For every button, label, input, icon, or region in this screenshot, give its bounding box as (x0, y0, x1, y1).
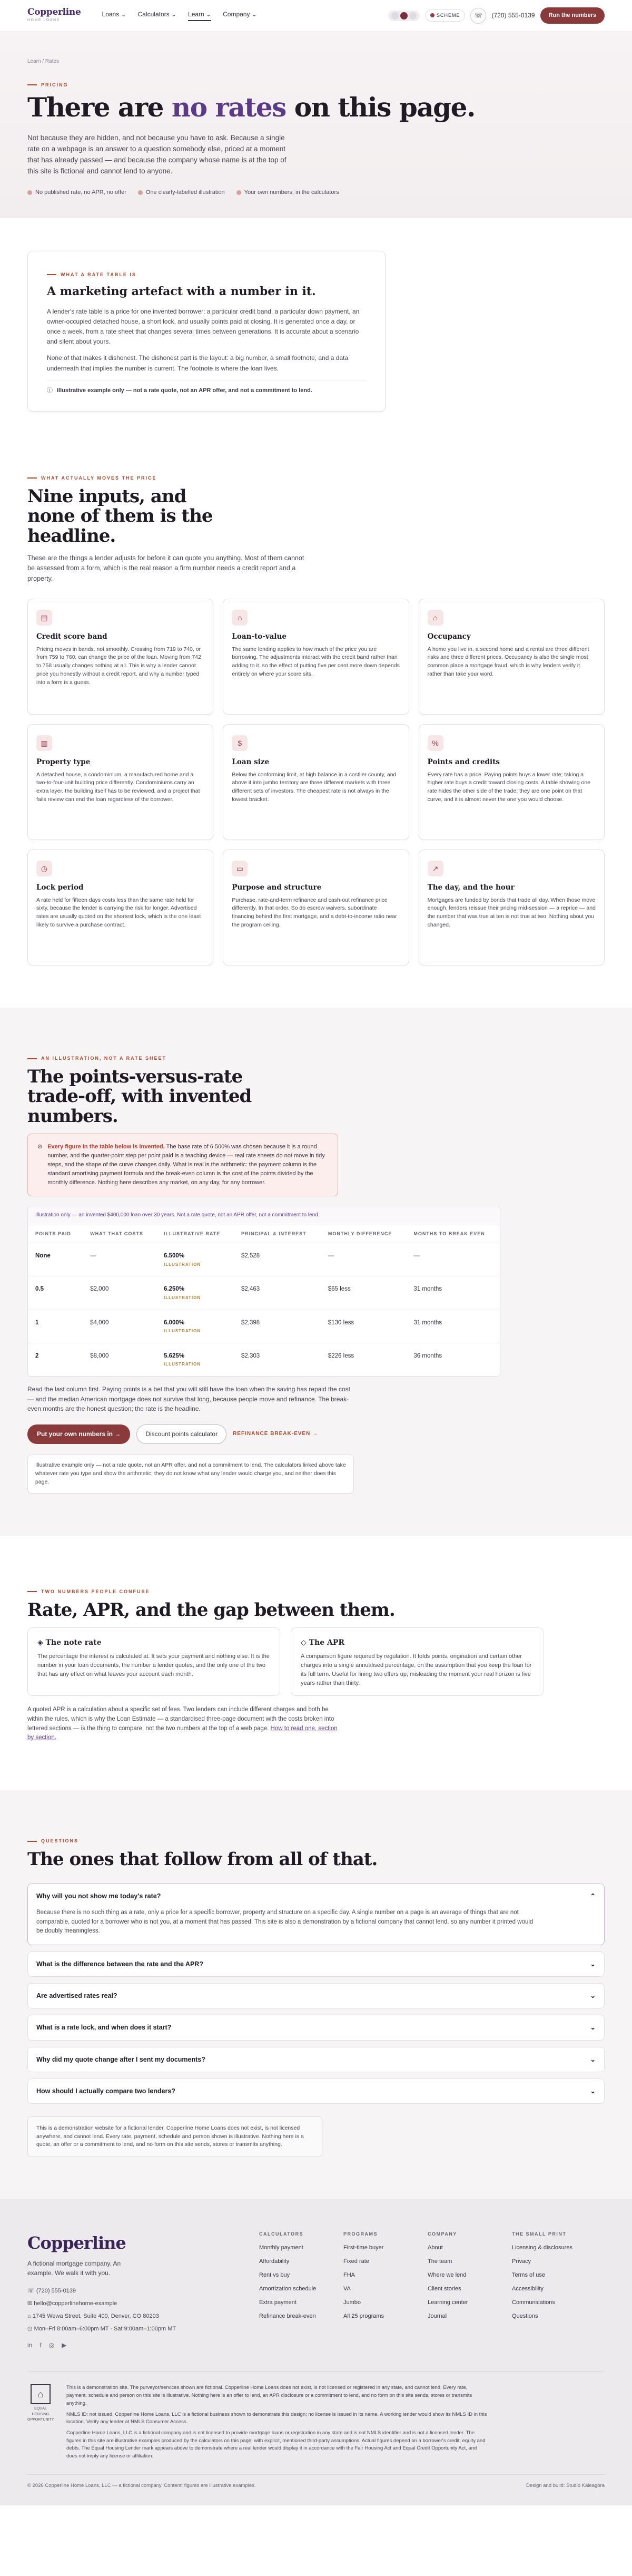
footer-tagline: A fictional mortgage company. An example. We walk it with you. (27, 2260, 121, 2277)
tile-purpose: ▭ Purpose and structure Purchase, rate-and-term refinance and cash-out refinance price differently. In that order. So do escrow waivers, subordinate financing behind the first mortgage, and a debt-to-income ratio near the program ceiling. (223, 850, 409, 965)
nav-loans[interactable]: Loans ⌄ (102, 10, 126, 18)
tile-day-hour: ↗ The day, and the hour Mortgages are funded by bonds that trade all day. When those move enough, lenders reissue their pricing mid-session — a reprice — and the number that was true at ten is not true at two. Nothing about you changed. (419, 850, 605, 965)
home-icon: ⌂ (232, 610, 248, 626)
theme-mid-icon (400, 12, 408, 19)
note-rate-card: ◈ The note rate The percentage the interest is calculated at. It sets your payment and nothing else. It is the number in your loan documents, the number a lender quotes, and the only one of the two that has any effect on what leaves your account each month. (27, 1627, 280, 1696)
legal-p2: NMLS ID: not issued. Copperline Home Loans, LLC is a fictional business shown to demonstrate this design; no license is issued in its name. A working lender would show its NMLS ID in this location. Verify any lender at NMLS Consumer Access. (66, 2411, 487, 2425)
instagram-icon[interactable]: ◎ (48, 2341, 55, 2349)
footer-col-calculators: CALCULATORS Monthly payment Affordability Rent vs buy Amortization schedule Extra payment Refinance break-even (259, 2231, 317, 2319)
illustration-section (0, 1008, 632, 1535)
footer-col-programs: PROGRAMS First-time buyer Fixed rate FHA VA Jumbo All 25 programs (343, 2231, 384, 2319)
logo-subtitle: HOME LOANS (27, 18, 60, 22)
chevron-down-icon: ⌄ (590, 1960, 596, 1968)
col-cost: WHAT THAT COSTS (83, 1225, 156, 1243)
site-footer (0, 2199, 632, 2505)
footer-hours: ◷ Mon–Fri 8:00am–6:00pm MT · Sat 9:00am–1:00pm MT (27, 2326, 176, 2333)
building-icon: ▥ (36, 735, 52, 751)
nine-sub: These are the things a lender adjusts for before it can quote you anything. Most of them cannot be assessed from a form, which is the real reason a firm number needs a credit report and a property. (27, 554, 304, 582)
col-breakeven: MONTHS TO BREAK EVEN (406, 1225, 500, 1243)
tile-lock-period: ◷ Lock period A rate held for fifteen days costs less than the same rate held for sixty, because the lender is carrying the risk for longer. Advertised rates are usually quoted on the shortest lock, which is the one least likely to survive a purchase contract. (27, 850, 213, 965)
phone-icon[interactable]: ☏ (470, 8, 486, 24)
nav-calculators[interactable]: Calculators ⌄ (137, 10, 177, 18)
faq-item[interactable]: How should I actually compare two lenders? ⌄ (27, 2079, 605, 2104)
hero-eyebrow: PRICING (27, 82, 605, 89)
footer-col-company: COMPANY About The team Where we lend Client stories Learning center Journal (428, 2231, 468, 2319)
tile-loan-size: $ Loan size Below the conforming limit, at high balance in a costlier county, and above it into jumbo territory are three different markets with three different sets of investors. The cheapest rate is not always in the lowest bracket. (223, 724, 409, 840)
facebook-icon[interactable]: f (39, 2341, 42, 2349)
scheme-button[interactable] (425, 9, 466, 22)
site-header (0, 0, 632, 32)
equal-housing-logo: ⌂ EQUAL HOUSING OPPORTUNITY (27, 2384, 54, 2463)
clock-icon: ◷ (36, 861, 52, 876)
chevron-down-icon: ⌄ (590, 1992, 596, 2000)
loan-estimate-link[interactable]: How to read one, section by section. (27, 1725, 338, 1741)
run-numbers-button[interactable]: Run the numbers (540, 7, 605, 24)
footer-address: ⌂ 1745 Wewa Street, Suite 400, Denver, CO 80203 (27, 2313, 159, 2320)
pill-no-rate: No published rate, no APR, no offer (27, 189, 126, 197)
legal-p1: This is a demonstration site. The purveyor/services shown are fictional. Copperline Home Loans does not exist, is not licensed or registered in any state, and cannot lend. Every rate, payment, schedule and person on this site is illustrative. Nothing here is an offer to lend, an APR disclosure or a commitment to lend, and no form on this site sends, stores or transmits anything. (66, 2385, 472, 2406)
inputs-grid (27, 599, 605, 965)
linkedin-icon[interactable]: in (27, 2341, 33, 2349)
theme-toggle[interactable] (388, 11, 420, 21)
faq-section (0, 1790, 632, 2199)
invented-warning: ⊘ Every figure in the table below is invented. The base rate of 6.500% was chosen because it is a round number, and the quarter-point step per point paid is a teaching device — real rate sheets do not move in tidy steps, and the shape of the curve changes daily. What is real is the arithmetic: the payment column is the standard amortising payment formula and the break-even column is the cost of the points divided by the monthly difference. Nothing here describes any market, on any day, for any borrower. (27, 1134, 338, 1196)
hero-pills (27, 189, 605, 197)
dollar-icon: $ (232, 735, 248, 751)
main-nav (102, 10, 257, 21)
scheme-label: SCHEME (436, 12, 460, 18)
document-icon: ▭ (232, 861, 248, 876)
apr-title: Rate, APR, and the gap between them. (27, 1599, 395, 1621)
chevron-down-icon: ⌄ (590, 2055, 596, 2063)
logo-wordmark: Copperline (27, 6, 81, 17)
table-row: 1 $4,000 6.000% ILLUSTRATION $2,398 $130 less 31 months (28, 1310, 500, 1343)
table-row: 2 $8,000 5.625% ILLUSTRATION $2,303 $226 less 36 months (28, 1343, 500, 1376)
col-points: POINTS PAID (28, 1225, 83, 1243)
hero-lead: Not because they are hidden, and not because you have to ask. Because a single rate on a webpage is an answer to a question somebody else, priced at a moment that has already passed — and because the company whose name is at the top of this site is fictional and cannot lend to anyone. (27, 134, 287, 175)
tile-points: % Points and credits Every rate has a price. Paying points buys a lower rate; taking a higher rate buys a credit toward closing costs. A table showing one rate hides the other side of the trade; they are one point on that curve, and it is almost never the one you would choose. (419, 724, 605, 840)
nine-title: Nine inputs, and none of them is the headline. (27, 485, 213, 547)
note-icon: ◈ (37, 1638, 46, 1647)
rate-table-note: ⓘ Illustrative example only — not a rate quote, not an APR offer, and not a commitment to lend. (47, 380, 366, 395)
faq-item[interactable]: What is the difference between the rate and the APR? ⌄ (27, 1951, 605, 1977)
theme-dark-icon (409, 12, 417, 19)
points-table (27, 1206, 500, 1377)
apr-section (0, 1536, 632, 1791)
table-caption: Illustration only — an invented $400,000 loan over 30 years. Not a rate quote, not an APR offer, not a commitment to lend. (28, 1206, 500, 1225)
footer-col-small-print: THE SMALL PRINT Licensing & disclosures Privacy Terms of use Accessibility Communications Questions (512, 2231, 572, 2319)
apr-footnote: A quoted APR is a calculation about a specific set of fees. Two lenders can include different charges and both be within the rules, which is why the Loan Estimate — a standardised three-page document with the costs broken into lettered sections — is the thing to compare, not the two numbers at the top of a web page. How to read one, section by section. (27, 1706, 338, 1741)
footer-logo[interactable]: Copperline (27, 2233, 126, 2253)
nav-learn[interactable]: Learn ⌄ (188, 10, 211, 21)
pill-own-numbers: Your own numbers, in the calculators (236, 189, 339, 197)
table-after-text: Read the last column first. Paying points is a bet that you will still have the loan when the saving has repaid the cost — and the median American mortgage does not survive that long, because people move and refinance. The break-even months are the honest question; the rate is the headline. (27, 1385, 351, 1413)
rate-table-title: A marketing artefact with a number in it. (47, 284, 316, 298)
tile-occupancy: ⌂ Occupancy A home you live in, a second home and a rental are three different risks and three different prices. Occupancy is also the single most common place a mortgage fraud, which is why lenders verify it rather than take your word. (419, 599, 605, 715)
percent-icon: % (428, 735, 443, 751)
tile-property-type: ▥ Property type A detached house, a condominium, a manufactured home and a two-to-four-unit building price differently. Condominiums carry an extra layer, the building itself has to be reviewed, and a project that fails review can end the loan regardless of the borrower. (27, 724, 213, 840)
pill-illustration: One clearly-labelled illustration (138, 189, 225, 197)
hero-section (0, 32, 632, 218)
credit-card-icon: ▤ (36, 610, 52, 626)
illus-eyebrow: AN ILLUSTRATION, NOT A RATE SHEET (27, 1055, 605, 1062)
refinance-breakeven-link[interactable]: REFINANCE BREAK-EVEN → (233, 1431, 319, 1437)
rate-table-card (27, 251, 386, 412)
apr-eyebrow: TWO NUMBERS PEOPLE CONFUSE (27, 1588, 605, 1595)
nine-eyebrow: WHAT ACTUALLY MOVES THE PRICE (27, 475, 605, 482)
faq-item[interactable]: Are advertised rates real? ⌄ (27, 1983, 605, 2008)
theme-light-icon (391, 12, 399, 19)
chevron-down-icon: ⌄ (590, 2087, 596, 2095)
house-icon: ⌂ (428, 610, 443, 626)
faq-item[interactable]: What is a rate lock, and when does it start? ⌄ (27, 2015, 605, 2040)
site-logo[interactable] (27, 8, 81, 23)
rate-table-p1: A lender's rate table is a price for one invented borrower: a particular credit band, a particular down payment, an owner-occupied detached house, a short lock, and usually points paid at closing. It is generated once a day, or once a week, from a rate sheet that changes several times between generations. It is accurate about a scenario and silent about yours. (47, 307, 360, 346)
equal-housing-icon: ⌂ (31, 2384, 51, 2404)
warning-icon: ⊘ (37, 1144, 43, 1150)
demo-notice: This is a demonstration website for a fictional lender. Copperline Home Loans does not exist, is not licensed anywhere, and cannot lend. Every rate, payment, schedule and person shown is illustrative. Nothing here is a quote, an offer or a commitment to lend, and no form on this site sends, stores or transmits anything. (27, 2116, 322, 2157)
own-numbers-button[interactable]: Put your own numbers in → (27, 1424, 130, 1444)
breadcrumb[interactable]: Learn / Rates (27, 58, 60, 64)
faq-item-open[interactable]: Why will you not show me today's rate? ⌃ Because there is no such thing as a rate, only a price for a specific borrower, property and structure on a specific day. A single number on a page is an average of things that are not comparable, quoted for a borrower who is not you, at a moment that has passed. This site is also a demonstration by a fictional company that cannot lend, so any number it printed would be doubly meaningless. (27, 1884, 605, 1946)
illus-disclaimer: Illustrative example only — not a rate quote, not an APR offer, and not a commitment to lend. The calculators linked above take whatever rate you type and show the arithmetic; they do not know what any lender would charge you, and neither does this page. (27, 1455, 354, 1493)
table-row: 0.5 $2,000 6.250% ILLUSTRATION $2,463 $65 less 31 months (28, 1276, 500, 1310)
tile-loan-to-value: ⌂ Loan-to-value The same lending applies to how much of the price you are borrowing. The adjustments interact with the credit band rather than adding to it, so the effect of putting five per cent more down depends entirely on where your score sits. (223, 599, 409, 715)
design-credit[interactable]: Design and build: Studio Kaleagora (526, 2482, 605, 2489)
legal-block (27, 2371, 605, 2463)
social-links (27, 2341, 249, 2350)
chevron-up-icon: ⌃ (590, 1892, 596, 1900)
rate-table-section (0, 218, 632, 443)
rate-table-p2: None of that makes it dishonest. The dishonest part is the layout: a big number, a small footnote, and a data underneath that implies the number is current. The footnote is where the loan lives. (47, 354, 349, 372)
page-title: There are no rates on this page. (27, 91, 475, 123)
youtube-icon[interactable]: ▶ (62, 2341, 67, 2349)
header-phone[interactable]: (720) 555-0139 (491, 11, 535, 19)
rate-table-eyebrow: WHAT A RATE TABLE IS (47, 271, 366, 278)
copyright: © 2026 Copperline Home Loans, LLC — a fictional company. Content: figures are illustrative examples. (27, 2482, 256, 2489)
trend-icon: ↗ (428, 861, 443, 876)
col-diff: MONTHLY DIFFERENCE (321, 1225, 407, 1243)
chevron-down-icon: ⌄ (590, 2024, 596, 2032)
footer-phone[interactable]: ☏ (720) 555-0139 (27, 2288, 76, 2295)
footer-email[interactable]: ✉ hello@copperlinehome-example (27, 2300, 117, 2307)
apr-card: ◇ The APR A comparison figure required by regulation. It folds points, origination and certain other charges into a single annualised percentage, on the assumption that you keep the loan for its full term. Useful for lining two offers up; misleading the moment your real horizon is five years rather than thirty. (291, 1627, 544, 1696)
points-calculator-button[interactable]: Discount points calculator (136, 1424, 226, 1444)
faq-title: The ones that follow from all of that. (27, 1849, 378, 1870)
nav-company[interactable]: Company ⌄ (223, 10, 257, 18)
table-row: None — 6.500% ILLUSTRATION $2,528 — — (28, 1243, 500, 1276)
legal-p3: Copperline Home Loans, LLC is a fictional company and is not licensed to provide mortgage loans or registration in any state and is not NMLS identifier and is not a licensed lender. The figures in this site are illustrative examples produced by the calculators on this page, with explicit, mentioned third-party assumptions. Actual figures depend on a borrower's credit, equity and debts. The Equal Housing Lender mark appears above to demonstrate where a real lender would display it in accordance with the Fair Housing Act and Equal Credit Opportunity Act, and does not imply any license or affiliation. (66, 2429, 486, 2460)
illus-title: The points-versus-rate trade-off, with invented numbers. (27, 1066, 252, 1127)
apr-icon: ◇ (301, 1638, 309, 1647)
scheme-dot-icon (430, 13, 434, 17)
nine-inputs-section (0, 443, 632, 1008)
faq-item[interactable]: Why did my quote change after I sent my documents? ⌄ (27, 2047, 605, 2072)
col-rate: ILLUSTRATIVE RATE (156, 1225, 234, 1243)
col-pi: PRINCIPAL & INTEREST (234, 1225, 321, 1243)
tile-credit-score: ▤ Credit score band Pricing moves in bands, not smoothly. Crossing from 719 to 740, or from 759 to 760, can change the price of the loan. Moving from 742 to 758 usually changes nothing at all. This is why a lender cannot price you honestly without a credit report, and why a number typed into a form is a guess. (27, 599, 213, 715)
faq-eyebrow: QUESTIONS (27, 1838, 605, 1845)
info-icon: ⓘ (47, 387, 53, 394)
